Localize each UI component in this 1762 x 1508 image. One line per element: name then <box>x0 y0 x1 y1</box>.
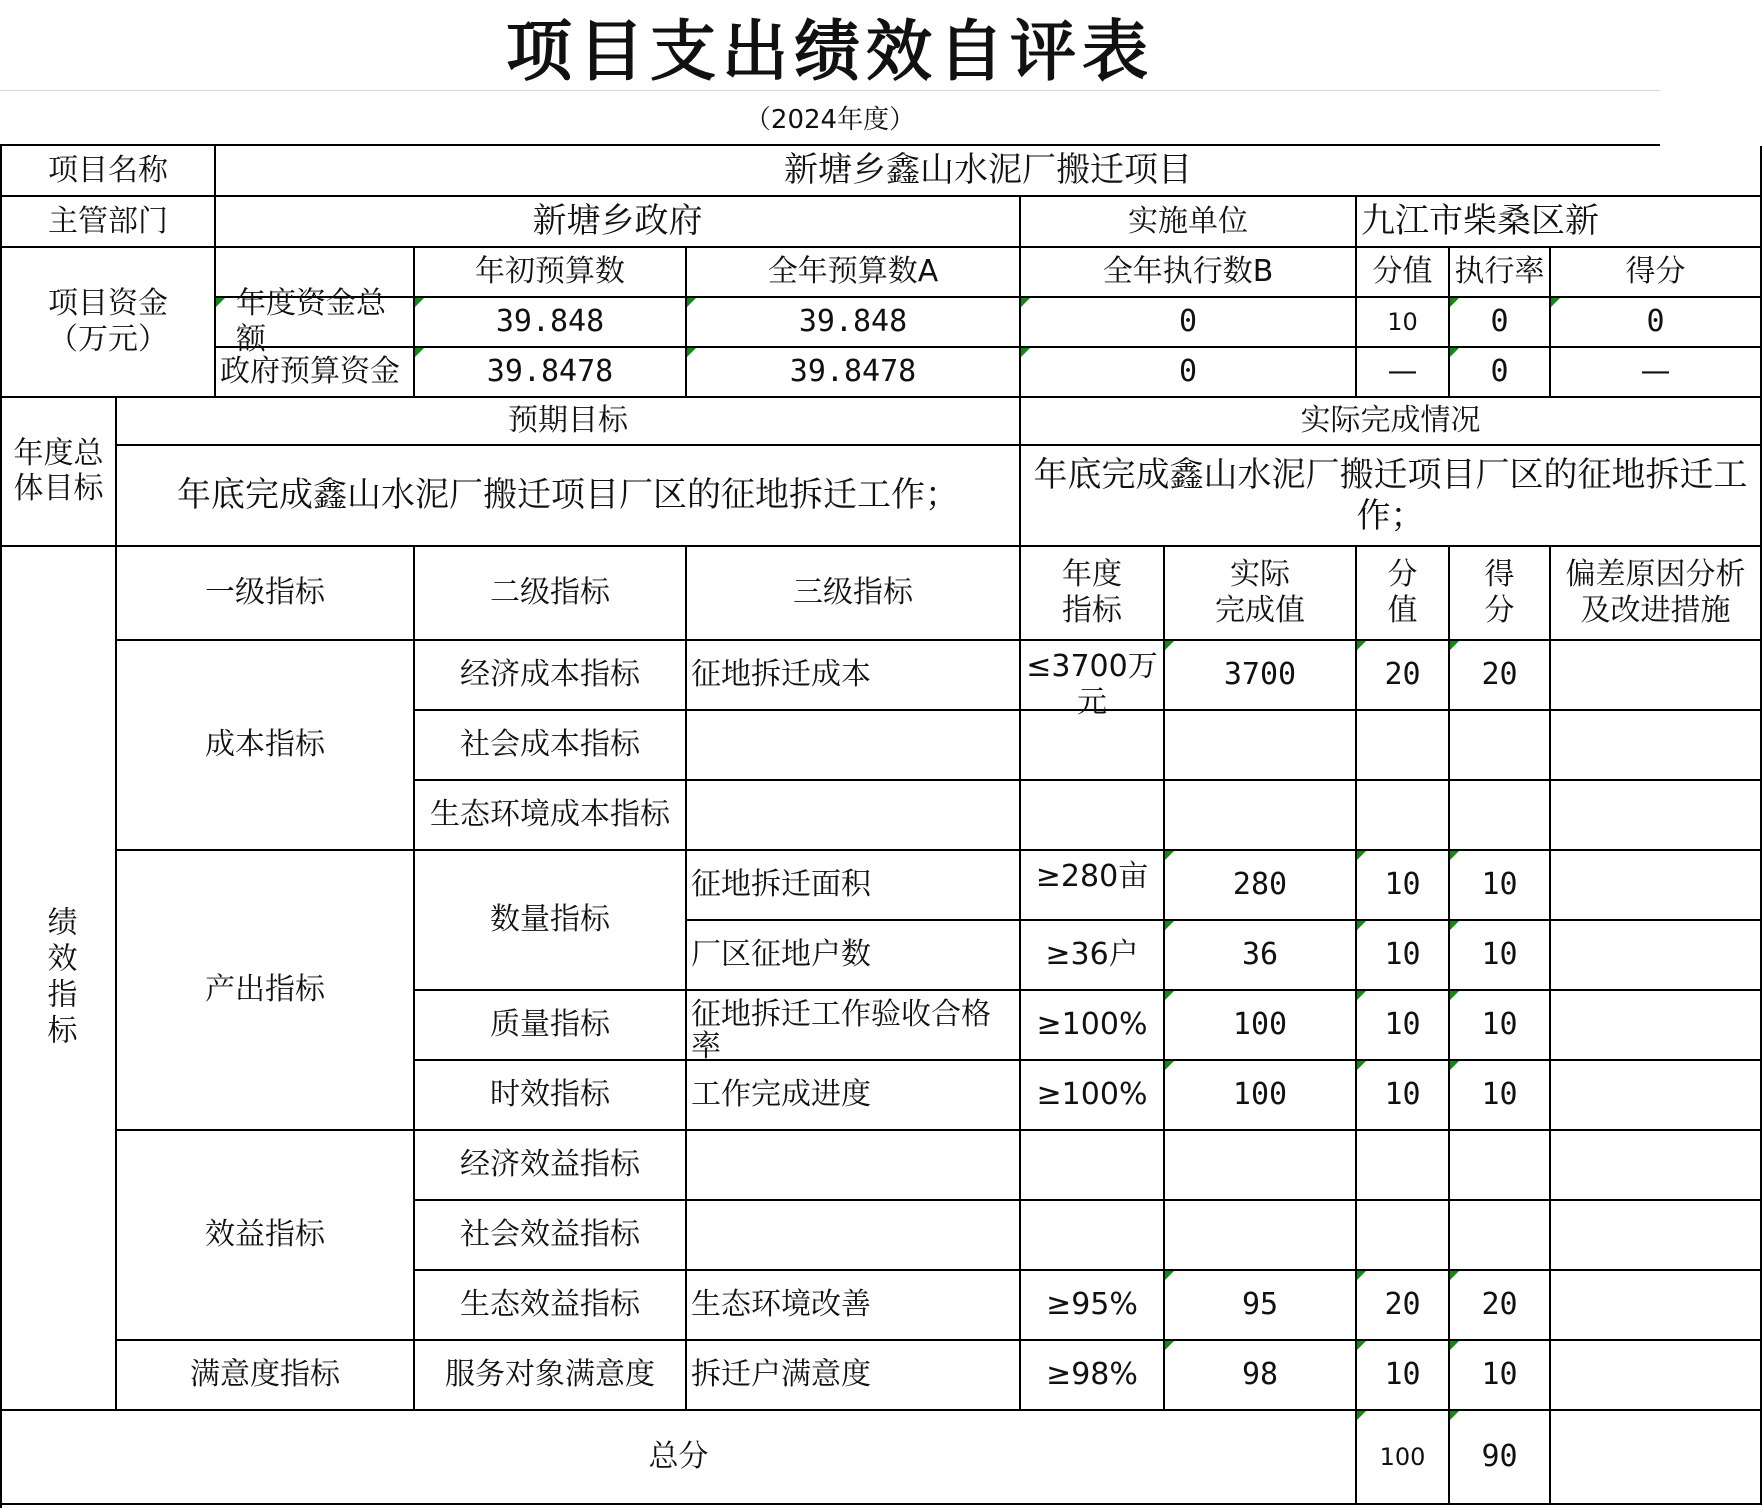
actual-empty[interactable] <box>1165 711 1357 781</box>
score-progress[interactable]: 10 <box>1450 1061 1551 1131</box>
score-eco-improvement[interactable]: 20 <box>1450 1271 1551 1341</box>
funds-total-annual[interactable]: 39.848 <box>687 298 1021 348</box>
dept-value[interactable]: 新塘乡政府 <box>216 197 1021 248</box>
annual-goal-label: 年度总体目标 <box>2 398 117 547</box>
level2-econ-cost: 经济成本指标 <box>415 641 687 711</box>
actual-resident-satisfaction[interactable]: 98 <box>1165 1341 1357 1411</box>
funds-total-weight[interactable]: 10 <box>1357 298 1450 348</box>
impl-unit-label: 实施单位 <box>1021 197 1357 248</box>
level3-households[interactable]: 厂区征地户数 <box>687 921 1021 991</box>
target-empty[interactable] <box>1021 711 1165 781</box>
weight-empty[interactable] <box>1357 1201 1450 1271</box>
target-demolition-area[interactable]: ≥280亩 <box>1021 851 1165 921</box>
funds-total-executed[interactable]: 0 <box>1021 298 1357 348</box>
level2-quantity: 数量指标 <box>415 851 687 991</box>
funds-gov-annual[interactable]: 39.8478 <box>687 348 1021 398</box>
funds-total-rate[interactable]: 0 <box>1450 298 1551 348</box>
expected-goal-label: 预期目标 <box>117 398 1021 446</box>
score-resident-satisfaction[interactable]: 10 <box>1450 1341 1551 1411</box>
level2-econ-benefit: 经济效益指标 <box>415 1131 687 1201</box>
col-deviation-reason-line2: 及改进措施 <box>1580 593 1731 628</box>
level1-benefit: 效益指标 <box>117 1131 415 1341</box>
level2-eco-benefit: 生态效益指标 <box>415 1271 687 1341</box>
weight-empty[interactable] <box>1357 711 1450 781</box>
score-acceptance-rate[interactable]: 10 <box>1450 991 1551 1061</box>
funds-gov-score[interactable]: — <box>1551 348 1762 398</box>
reason-acceptance-rate[interactable] <box>1551 991 1762 1061</box>
level2-timeliness: 时效指标 <box>415 1061 687 1131</box>
col-actual-value <box>1165 547 1357 641</box>
col-annual-target-line2: 指标 <box>1062 593 1122 628</box>
level3-eco-improvement[interactable]: 生态环境改善 <box>687 1271 1021 1341</box>
level2-quality: 质量指标 <box>415 991 687 1061</box>
col-indicator-weight <box>1357 547 1450 641</box>
col-level2: 二级指标 <box>415 547 687 641</box>
total-reason[interactable] <box>1551 1411 1762 1505</box>
dept-label: 主管部门 <box>2 197 216 248</box>
total-weight[interactable]: 100 <box>1357 1411 1450 1505</box>
project-name-value[interactable]: 新塘乡鑫山水泥厂搬迁项目 <box>216 146 1762 197</box>
funds-gov-rate[interactable]: 0 <box>1450 348 1551 398</box>
funds-row-total-label: 年度资金总额 <box>216 298 415 348</box>
level3-acceptance-rate[interactable]: 征地拆迁工作验收合格率 <box>687 991 1021 1061</box>
reason-eco-improvement[interactable] <box>1551 1271 1762 1341</box>
level3-demolition-area[interactable]: 征地拆迁面积 <box>687 851 1021 921</box>
weight-demolition-area[interactable]: 10 <box>1357 851 1450 921</box>
target-empty[interactable] <box>1021 1201 1165 1271</box>
score-empty[interactable] <box>1450 711 1551 781</box>
target-eco-improvement[interactable]: ≥95% <box>1021 1271 1165 1341</box>
score-empty[interactable] <box>1450 1131 1551 1201</box>
score-empty[interactable] <box>1450 781 1551 851</box>
score-demolition-area[interactable]: 10 <box>1450 851 1551 921</box>
reason-empty[interactable] <box>1551 1201 1762 1271</box>
col-annual-executed: 全年执行数B <box>1021 248 1357 298</box>
level3-empty[interactable] <box>687 1201 1021 1271</box>
form-year: （2024年度） <box>0 91 1660 145</box>
level3-empty[interactable] <box>687 1131 1021 1201</box>
col-level3: 三级指标 <box>687 547 1021 641</box>
actual-empty[interactable] <box>1165 1131 1357 1201</box>
target-acceptance-rate[interactable]: ≥100% <box>1021 991 1165 1061</box>
reason-households[interactable] <box>1551 921 1762 991</box>
form-title: 项目支出绩效自评表 <box>0 0 1660 91</box>
level2-social-cost: 社会成本指标 <box>415 711 687 781</box>
level3-progress[interactable]: 工作完成进度 <box>687 1061 1021 1131</box>
funds-gov-executed[interactable]: 0 <box>1021 348 1357 398</box>
weight-progress[interactable]: 10 <box>1357 1061 1450 1131</box>
funds-total-initial[interactable]: 39.848 <box>415 298 687 348</box>
col-indicator-score-line2: 分 <box>1484 593 1515 628</box>
target-demolition-cost[interactable]: ≤3700万元 <box>1021 641 1165 711</box>
col-annual-target-line1: 年度 <box>1062 557 1122 592</box>
level3-empty[interactable] <box>687 711 1021 781</box>
col-actual-value-line1: 实际 <box>1230 557 1290 592</box>
weight-eco-improvement[interactable]: 20 <box>1357 1271 1450 1341</box>
actual-households[interactable]: 36 <box>1165 921 1357 991</box>
col-exec-rate: 执行率 <box>1450 248 1551 298</box>
target-empty[interactable] <box>1021 781 1165 851</box>
target-resident-satisfaction[interactable]: ≥98% <box>1021 1341 1165 1411</box>
col-annual-budget: 全年预算数A <box>687 248 1021 298</box>
target-empty[interactable] <box>1021 1131 1165 1201</box>
funds-gov-weight[interactable]: — <box>1357 348 1450 398</box>
actual-demolition-area[interactable]: 280 <box>1165 851 1357 921</box>
col-indicator-weight-line2: 值 <box>1387 593 1418 628</box>
actual-goal-text[interactable]: 年底完成鑫山水泥厂搬迁项目厂区的征地拆迁工作； <box>1021 446 1762 547</box>
reason-demolition-area[interactable] <box>1551 851 1762 921</box>
level1-cost: 成本指标 <box>117 641 415 851</box>
weight-demolition-cost[interactable]: 20 <box>1357 641 1450 711</box>
weight-empty[interactable] <box>1357 1131 1450 1201</box>
actual-empty[interactable] <box>1165 1201 1357 1271</box>
level3-empty[interactable] <box>687 781 1021 851</box>
target-households[interactable]: ≥36户 <box>1021 921 1165 991</box>
col-indicator-score <box>1450 547 1551 641</box>
actual-acceptance-rate[interactable]: 100 <box>1165 991 1357 1061</box>
reason-empty[interactable] <box>1551 711 1762 781</box>
total-score[interactable]: 90 <box>1450 1411 1551 1505</box>
score-empty[interactable] <box>1450 1201 1551 1271</box>
actual-demolition-cost[interactable]: 3700 <box>1165 641 1357 711</box>
level2-social-benefit: 社会效益指标 <box>415 1201 687 1271</box>
weight-acceptance-rate[interactable]: 10 <box>1357 991 1450 1061</box>
funds-total-score[interactable]: 0 <box>1551 298 1762 348</box>
col-deviation-reason-line1: 偏差原因分析 <box>1565 557 1746 592</box>
reason-empty[interactable] <box>1551 781 1762 851</box>
impl-unit-value[interactable]: 九江市柴桑区新 <box>1357 197 1762 248</box>
level3-demolition-cost[interactable]: 征地拆迁成本 <box>687 641 1021 711</box>
funds-label-line1: 项目资金 <box>48 286 168 321</box>
score-demolition-cost[interactable]: 20 <box>1450 641 1551 711</box>
reason-empty[interactable] <box>1551 1131 1762 1201</box>
expected-goal-text[interactable]: 年底完成鑫山水泥厂搬迁项目厂区的征地拆迁工作； <box>117 446 1021 547</box>
weight-households[interactable]: 10 <box>1357 921 1450 991</box>
actual-eco-improvement[interactable]: 95 <box>1165 1271 1357 1341</box>
col-indicator-weight-line1: 分 <box>1387 557 1418 592</box>
funds-row-gov-label: 政府预算资金 <box>216 348 415 398</box>
col-initial-budget: 年初预算数 <box>415 248 687 298</box>
project-name-label: 项目名称 <box>2 146 216 197</box>
col-level1: 一级指标 <box>117 547 415 641</box>
level2-service-satisfaction: 服务对象满意度 <box>415 1341 687 1411</box>
funds-label-line2: （万元） <box>48 322 168 357</box>
performance-indicators-label: 绩效指标 <box>2 547 117 1411</box>
weight-empty[interactable] <box>1357 781 1450 851</box>
col-indicator-score-line1: 得 <box>1484 557 1515 592</box>
col-actual-value-line2: 完成值 <box>1215 593 1305 628</box>
reason-resident-satisfaction[interactable] <box>1551 1341 1762 1411</box>
level1-output: 产出指标 <box>117 851 415 1131</box>
col-deviation-reason <box>1551 547 1762 641</box>
self-evaluation-table <box>0 144 1748 1508</box>
col-annual-target <box>1021 547 1165 641</box>
weight-resident-satisfaction[interactable]: 10 <box>1357 1341 1450 1411</box>
funds-label <box>2 248 216 398</box>
level1-satisfaction: 满意度指标 <box>117 1341 415 1411</box>
col-score: 得分 <box>1551 248 1762 298</box>
level2-eco-cost: 生态环境成本指标 <box>415 781 687 851</box>
level3-resident-satisfaction[interactable]: 拆迁户满意度 <box>687 1341 1021 1411</box>
total-label: 总分 <box>2 1411 1357 1505</box>
actual-empty[interactable] <box>1165 781 1357 851</box>
actual-goal-label: 实际完成情况 <box>1021 398 1762 446</box>
reason-progress[interactable] <box>1551 1061 1762 1131</box>
col-weight: 分值 <box>1357 248 1450 298</box>
target-progress[interactable]: ≥100% <box>1021 1061 1165 1131</box>
reason-demolition-cost[interactable] <box>1551 641 1762 711</box>
funds-gov-initial[interactable]: 39.8478 <box>415 348 687 398</box>
score-households[interactable]: 10 <box>1450 921 1551 991</box>
actual-progress[interactable]: 100 <box>1165 1061 1357 1131</box>
